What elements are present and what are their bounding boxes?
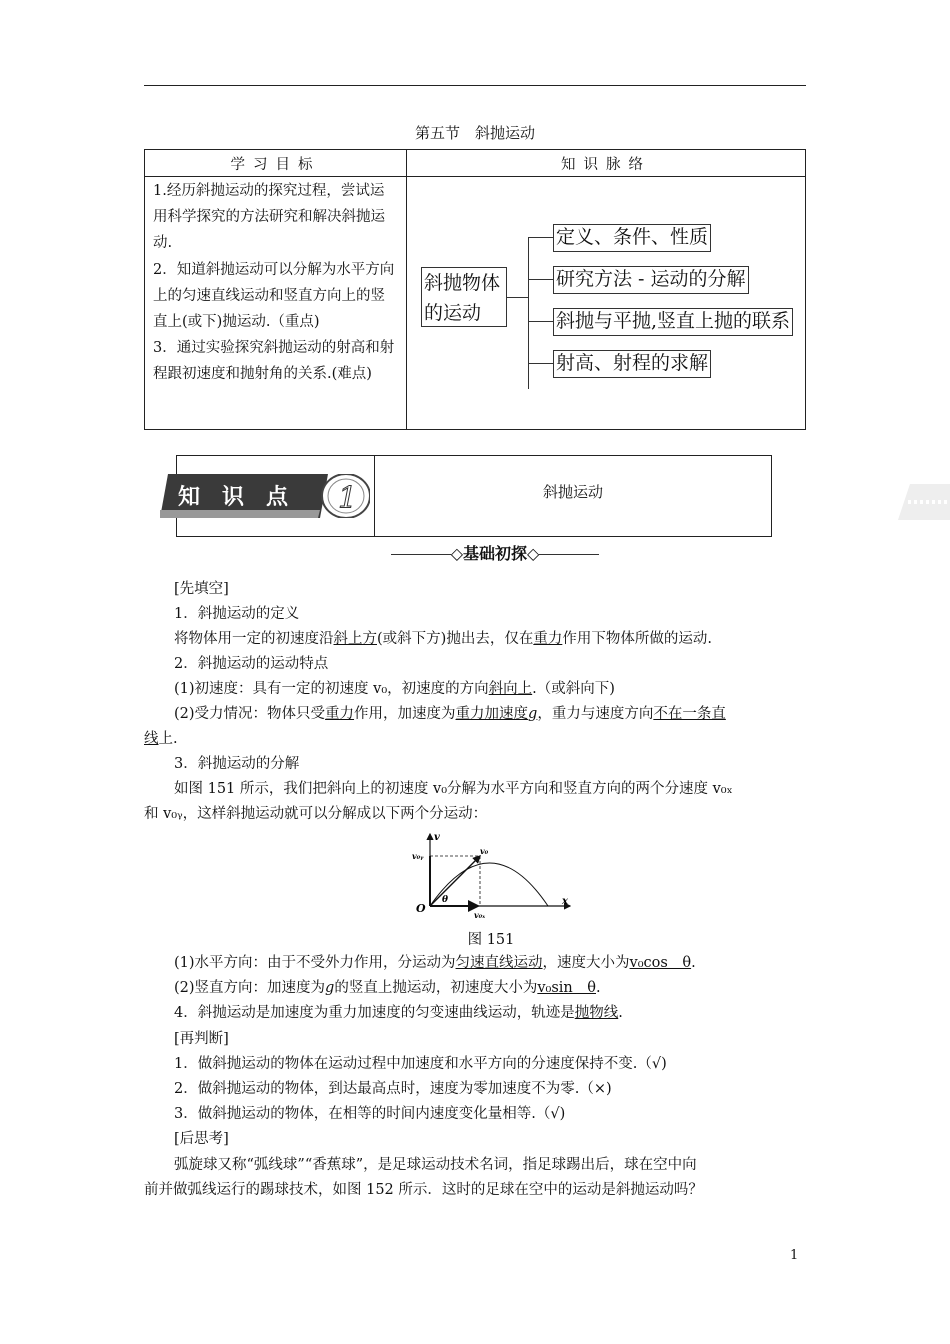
col-header-goals: 学习目标 — [145, 150, 407, 177]
mind-branch — [528, 363, 553, 364]
mind-node: 研究方法 - 运动的分解 — [553, 266, 749, 294]
mindmap-cell — [407, 177, 806, 430]
banner-number: 1 — [338, 481, 358, 516]
mind-node: 斜抛与平抛,竖直上抛的联系 — [553, 308, 793, 336]
figure-151 — [410, 830, 580, 920]
blank-answer: 抛物线 — [574, 1005, 619, 1022]
header-rule — [144, 85, 806, 86]
banner-label: 知 识 点 — [178, 485, 289, 510]
fig-label-x: x — [562, 896, 568, 907]
mind-brace — [528, 237, 529, 389]
blank-answer: 匀速直线运动 — [455, 955, 543, 971]
banner-title: 斜抛运动 — [542, 483, 603, 501]
mind-connector — [507, 297, 528, 298]
fig-label-v0y: v₀ᵧ — [412, 851, 424, 861]
goal-1: 1.经历斜抛运动的探究过程，尝试运用科学探究的方法研究和解决斜抛运动. — [153, 183, 385, 252]
blank-answer: 斜上方 — [333, 631, 377, 647]
figure-caption: 图 151 — [467, 932, 515, 948]
mind-map — [407, 177, 805, 429]
blank-answer: 重力 — [325, 706, 355, 722]
mind-node: 射高、射程的求解 — [553, 350, 711, 378]
col-header-knowledge: 知识脉络 — [407, 150, 806, 177]
objectives-table — [144, 149, 806, 430]
blank-answer: 重力 — [533, 631, 563, 647]
blank-answer: v₀sin θ — [537, 980, 596, 997]
blank-answer: v₀cos θ — [629, 955, 692, 971]
section-title: 第五节 斜抛运动 — [414, 124, 535, 142]
mind-branch — [528, 237, 553, 238]
fig-label-v0: v₀ — [480, 846, 489, 856]
blank-answer: 线 — [144, 731, 159, 747]
mind-branch — [528, 279, 553, 280]
fig-label-v0x: v₀ₓ — [474, 910, 486, 920]
ribbon-tail — [898, 484, 950, 520]
content-section-1: [先填空] 1．斜抛运动的定义 将物体用一定的初速度沿斜上方(或斜下方)抛出去，仅在重力作用下物体所做的运动. 2．斜抛运动的运动特点 (1)初速度：具有一定的初速度 v₀，初速度的方向斜向上.（或斜向下) (2)受力情况：物体只受重力作用，加速度为重力加速度g，重力与速度方向不在一条直 线上. 3．斜抛运动的分解 如图 151 所示，我们把斜向上的初速度 v₀分解为水平方向和竖直方向的两个分速度 v₀ₓ 和 v₀ᵧ，这样斜抛运动就可以分解成以下两个分运动： — [144, 581, 733, 822]
mind-branch — [528, 321, 553, 322]
page-number: 1 — [790, 1248, 799, 1263]
fig-label-v: v — [434, 832, 440, 843]
knowledge-point-ribbon — [160, 474, 370, 518]
basic-heading: ◇基础初探◇ — [364, 541, 626, 564]
fig-label-theta: θ — [442, 895, 449, 905]
mind-root: 斜抛物体 的运动 — [421, 267, 507, 327]
mind-node: 定义、条件、性质 — [553, 224, 711, 252]
fig-label-O: O — [416, 902, 426, 915]
blank-answer: 斜向上 — [488, 681, 533, 697]
blank-answer: 重力加速度g — [455, 706, 538, 722]
blank-answer: 不在一条直 — [653, 706, 726, 722]
content-section-2: (1)水平方向：由于不受外力作用，分运动为匀速直线运动，速度大小为v₀cos θ. (2)竖直方向：加速度为g的竖直上抛运动，初速度大小为v₀sin θ. 4．斜抛运动是加速度为重力加速度的匀变速曲线运动，轨迹是抛物线. [再判断] 1．做斜抛运动的物体在运动过程中加速度和水平方向的分速度保持不变.（√) 2．做斜抛运动的物体，到达最高点时，速度为零加速度不为零.（×) 3．做斜抛运动的物体，在相等的时间内速度变化量相等.（√) [后思考] 弧旋球又称“弧线球”“香蕉球”，是足球运动技术名词，指足球踢出后，球在空中向 前并做弧线运行的踢球技术，如图 152 所示．这时的足球在空中的运动是斜抛运动吗？ — [144, 955, 703, 1198]
goal-2: 2．知道斜抛运动可以分解为水平方向上的匀速直线运动和竖直方向上的竖直上(或下)抛运动.（重点) — [153, 261, 395, 331]
goal-3: 3．通过实验探究斜抛运动的射高和射程跟初速度和抛射角的关系.(难点) — [153, 340, 395, 383]
goals-cell — [145, 177, 407, 430]
